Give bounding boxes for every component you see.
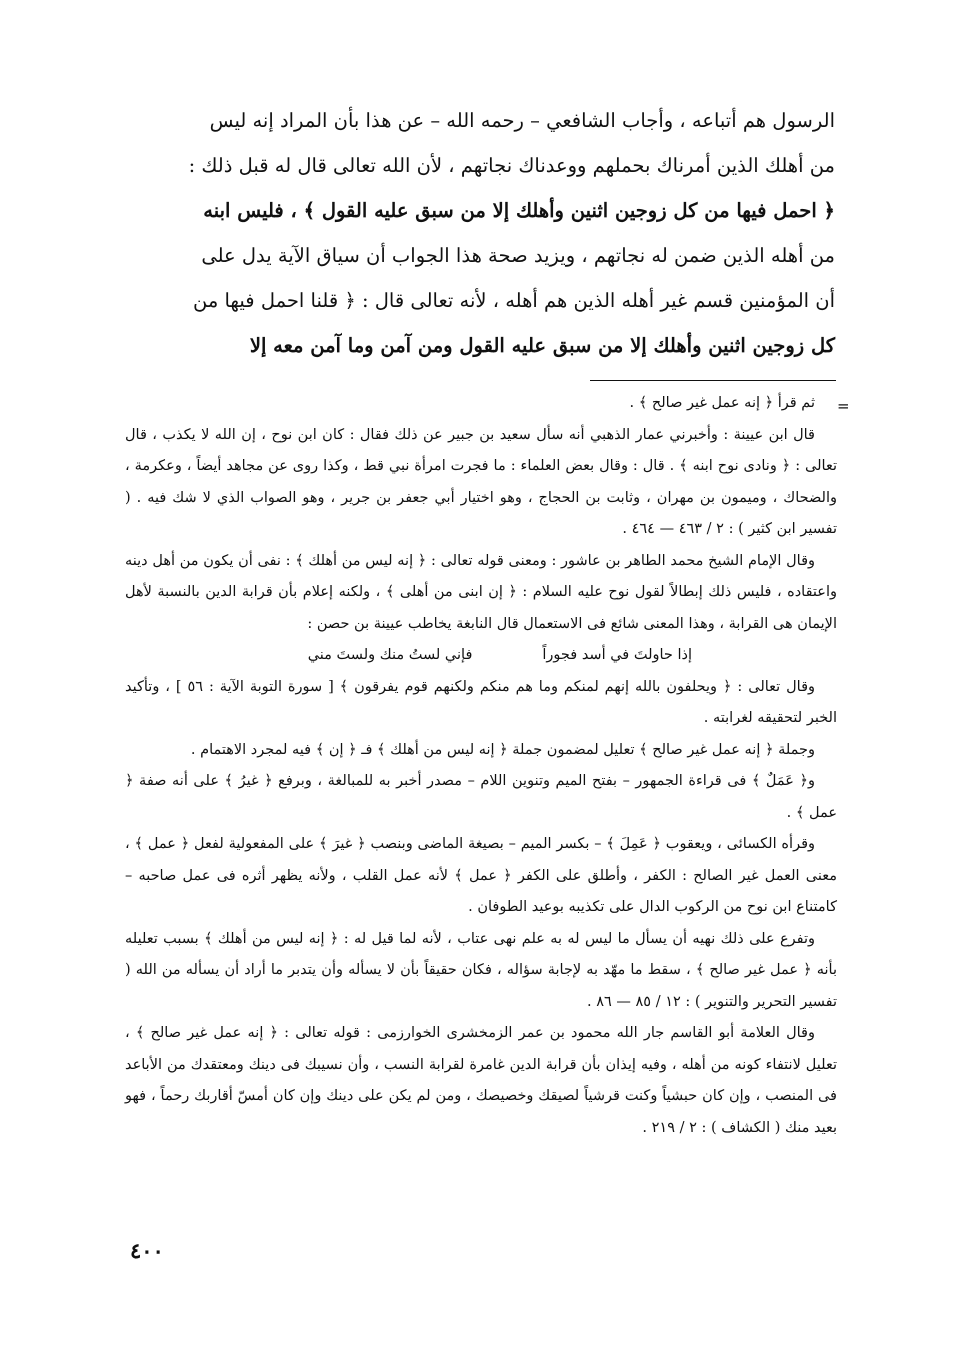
footnote-continuation-marker: = <box>837 397 850 415</box>
main-line-quran-verse: كل زوجين اثنين وأهلك إلا من سبق عليه القول ومن آمن وما آمن معه إلا <box>249 334 835 357</box>
poetry-verse <box>125 640 837 672</box>
footnotes <box>125 388 837 1144</box>
footnote-paragraph: وقال العلامة أبو القاسم جار الله محمود بن عمر الزمخشرى الخوارزمى : قوله تعالى : ﴿ إنه عمل غير صالح ﴾ ، تعليل لانتفاء كونه من أهله ، وفيه إيذان بأن قرابة الدين غامرة لقرابة النسب ، وأن نسيبك فى دينك ومعتقدك من الأباعد فى المنصب ، وإن كان حبشياً وكنت قرشياً لصيقك وخصيصك ، ومن لم يكن على دينك وإن كان أمسّ أقاربك رحماً ، فهو بعيد منك ( الكشاف ) : ٢ / ٢١٩ . <box>125 1025 837 1136</box>
footnote-paragraph: و﴿ عَمَلٌ ﴾ فى قراءة الجمهور – بفتح الميم وتنوين اللام – مصدر أخبر به للمبالغة ، وبرفع ﴿ غيرُ ﴾ على أنه صفة ﴿ عمل ﴾ . <box>125 773 837 821</box>
main-line: من أهلك الذين أمرناك بحملهم ووعدناك نجاتهم ، لأن الله تعالى قال له قبل ذلك : <box>188 154 835 177</box>
main-line: من أهله الذين ضمن له نجاتهم ، ويزيد صحة هذا الجواب أن سياق الآية يدل على <box>201 244 835 267</box>
footnote-paragraph: وقرأه الكسائى ، ويعقوب ﴿ عَمِلَ ﴾ – بكسر الميم – بصيغة الماضى وبنصب ﴿ غيرَ ﴾ على المفعولية لفعل ﴿ عمل ﴾ ، معنى العمل غير الصالح : الكفر ، وأطلق على الكفر ﴿ عمل ﴾ لأنه عمل القلب ، ولأنه يظهر أثره فى عمل صاحبه – كامتناع ابن نوح من الركوب الدال على تكذيبه بوعيد الطوفان . <box>125 836 837 915</box>
verse-second-hemistich: فإني لستُ منك ولستَ مني <box>307 647 473 663</box>
page-number: ٤٠٠ <box>130 1238 164 1263</box>
footnote-paragraph: وتفرع على ذلك نهيه أن يسأل ما ليس له به علم نهى عتاب ، لأنه لما قيل له : ﴿ إنه ليس من أهلك ﴾ بسبب تعليله بأنه ﴿ عمل غير صالح ﴾ ، سقط ما مهّد به لإجابة سؤاله ، فكان حقيقاً بأن لا يسأله وأن يتدبر ما أراد أن يسأله من الله ( تفسير التحرير والتنوير ) : ١٢ / ٨٥ — ٨٦ . <box>125 930 837 1010</box>
footnote-paragraph: وقال تعالى : ﴿ ويحلفون بالله إنهم لمنكم وما هم منكم ولكنهم قوم يفرقون ﴾ [ سورة التوبة الآية : ٥٦ ] ، وتأكيد الخبر لتحقيقه لغرابته . <box>125 678 837 726</box>
footnote-paragraph: ثم قرأ ﴿ إنه عمل غير صالح ﴾ . <box>629 395 815 411</box>
main-line-quran-verse: ﴿ احمل فيها من كل زوجين اثنين وأهلك إلا من سبق عليه القول ﴾ ، فليس ابنه <box>203 199 835 222</box>
footnote-paragraph: قال ابن عيينة : وأخبرني عمار الذهبي أنه سأل سعيد بن جبير عن ذلك فقال : كان ابن نوح ، إن الله لا يكذب ، قال تعالى : ﴿ ونادى نوح ابنه ﴾ . قال : وقال بعض العلماء : ما فجرت امرأة نبي قط ، وكذا روى عن مجاهد أيضاً ، وعكرمة ، والضحاك ، وميمون بن مهران ، وثابت بن الحجاج ، وهو اختيار أبي جعفر بن جرير ، وهو الصواب الذي لا شك فيه . ( تفسير ابن كثير ) : ٢ / ٤٦٣ — ٤٦٤ . <box>125 426 837 537</box>
main-line: أن المؤمنين قسم غير أهله الذين هم أهله ، لأنه تعالى قال : ﴿ قلنا احمل فيها من <box>193 289 835 312</box>
verse-first-hemistich: إذا حاولتَ في أسد فجوراً <box>542 647 692 663</box>
main-line: الرسول هم أتباعه ، وأجاب الشافعي – رحمه الله – عن هذا بأن المراد إنه ليس <box>209 109 835 132</box>
main-paragraph <box>130 98 835 368</box>
footnote-separator <box>590 380 836 381</box>
footnote-paragraph: وقال الإمام الشيخ محمد الطاهر بن عاشور : ومعنى قوله تعالى : ﴿ إنه ليس من أهلك ﴾ : نفى أن يكون من أهل دينه واعتقاده ، فليس ذلك إبطالاً لقول نوح عليه السلام : ﴿ إن ابنى من أهلى ﴾ ، ولكنه إعلام بأن قرابة الدين بالنسبة لأهل الإيمان هى القرابة ، وهذا المعنى شائع فى الاستعمال قال النابغة يخاطب عيينة بن حصن : <box>125 552 837 632</box>
footnote-paragraph: وجملة ﴿ إنه عمل غير صالح ﴾ تعليل لمضمون جملة ﴿ إنه ليس من أهلك ﴾ فـ ﴿ إن ﴾ فيه لمجرد الاهتمام . <box>190 741 815 758</box>
